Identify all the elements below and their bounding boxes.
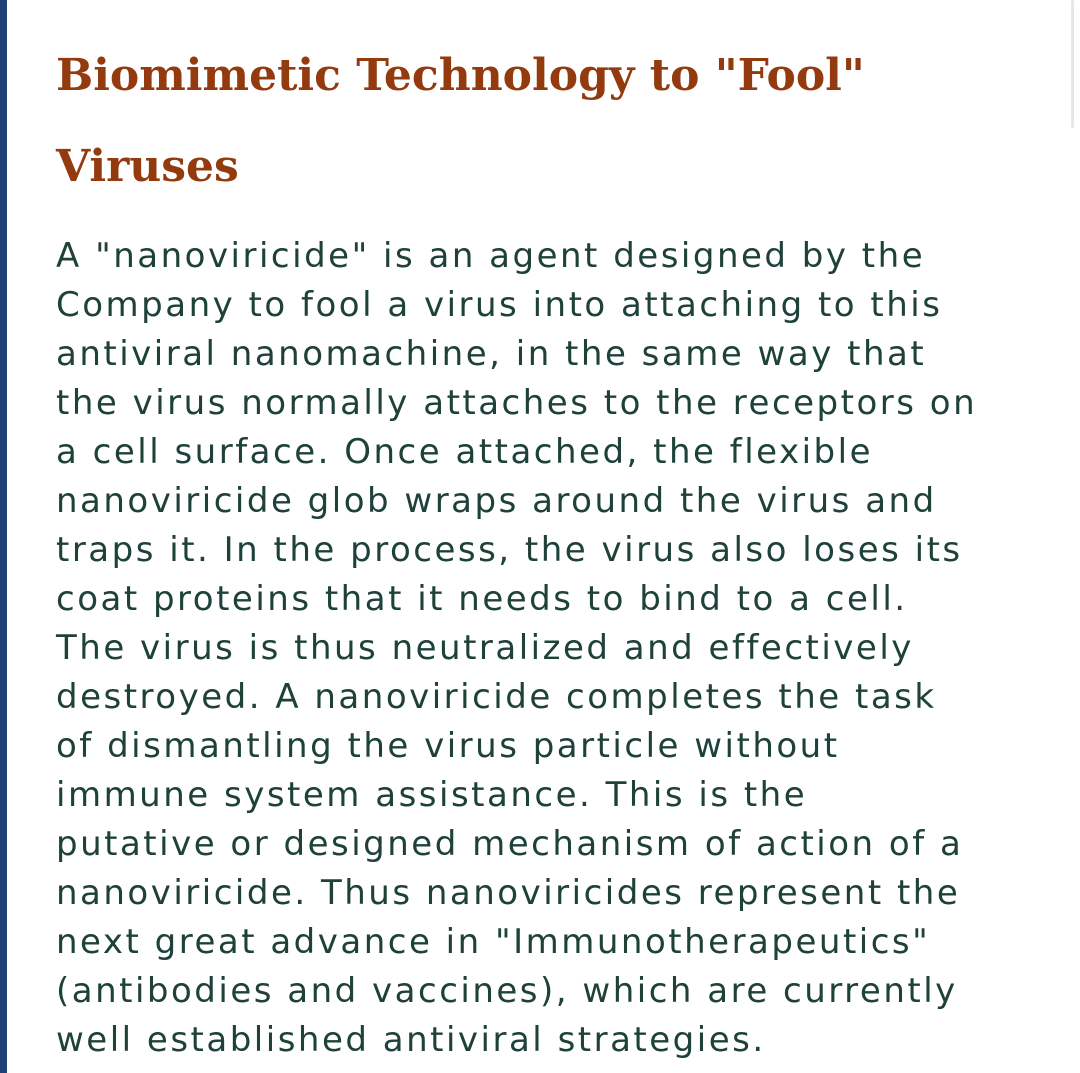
- heading-line: Viruses: [56, 141, 239, 192]
- paragraph-line: antiviral nanomachine, in the same way that: [56, 334, 927, 374]
- paragraph-line: The virus is thus neutralized and effectively: [56, 628, 914, 668]
- paragraph-line: A "nanoviricide" is an agent designed by the: [56, 236, 926, 276]
- paragraph-line: immune system assistance. This is the: [56, 775, 808, 815]
- paragraph-line: (antibodies and vaccines), which are currently: [56, 971, 958, 1011]
- heading-line: Biomimetic Technology to "Fool": [56, 50, 865, 101]
- scrollbar[interactable]: [1070, 0, 1080, 1073]
- paragraph-line: coat proteins that it needs to bind to a cell.: [56, 579, 908, 619]
- paragraph-line: nanoviricide glob wraps around the virus and: [56, 481, 937, 521]
- left-accent-bar: [0, 0, 7, 1073]
- article-heading: [56, 30, 1060, 212]
- paragraph-line: destroyed. A nanoviricide completes the task: [56, 677, 937, 717]
- article-paragraph: [56, 232, 1060, 1065]
- paragraph-line: well established antiviral strategies.: [56, 1020, 766, 1060]
- paragraph-line: of dismantling the virus particle without: [56, 726, 840, 766]
- paragraph-line: Company to fool a virus into attaching to this: [56, 285, 943, 325]
- paragraph-line: a cell surface. Once attached, the flexible: [56, 432, 874, 472]
- paragraph-line: nanoviricide. Thus nanoviricides represent the: [56, 873, 961, 913]
- paragraph-line: traps it. In the process, the virus also loses its: [56, 530, 963, 570]
- paragraph-line: the virus normally attaches to the receptors on: [56, 383, 978, 423]
- scrollbar-thumb[interactable]: [1071, 0, 1074, 128]
- paragraph-line: putative or designed mechanism of action of a: [56, 824, 964, 864]
- paragraph-line: next great advance in "Immunotherapeutics": [56, 922, 931, 962]
- article-content: [56, 30, 1060, 1065]
